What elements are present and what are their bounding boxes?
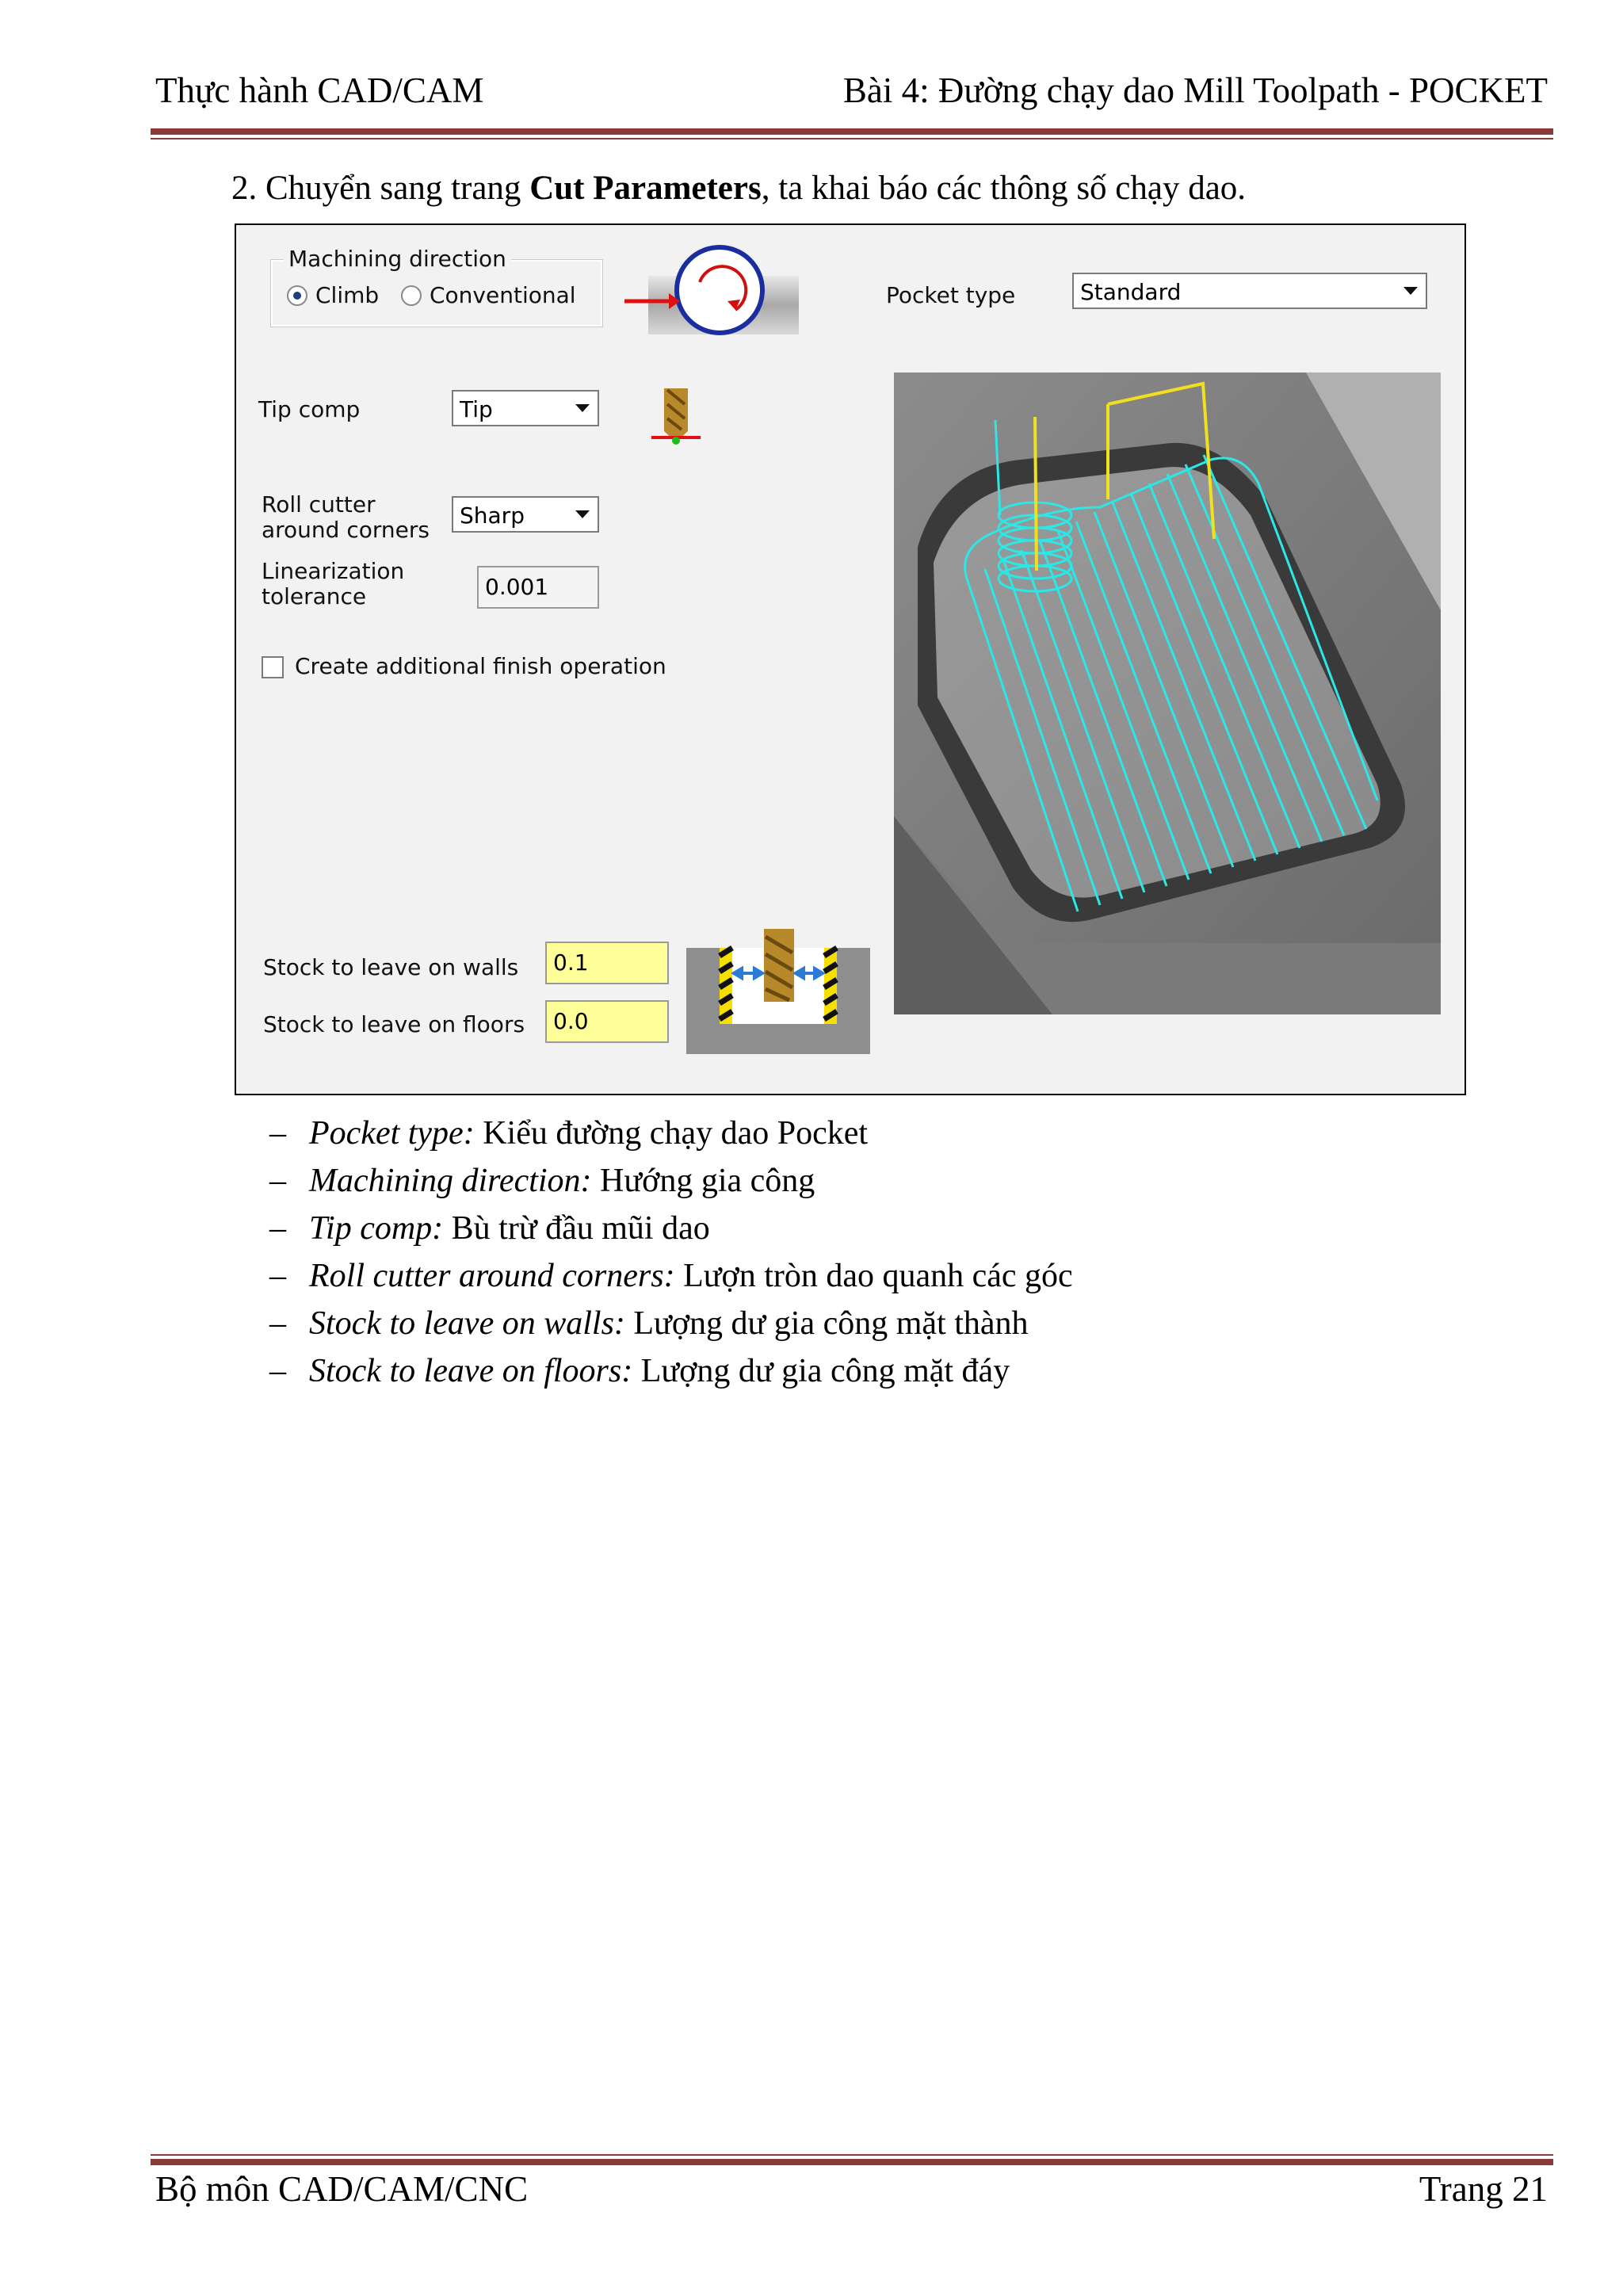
chevron-down-icon (575, 510, 590, 518)
linearization-label-1: Linearization (262, 558, 405, 584)
conventional-radio[interactable] (401, 285, 422, 306)
list-item-term: Roll cutter around corners: (309, 1258, 675, 1294)
header-right: Bài 4: Đường chạy dao Mill Toolpath - POCKET (842, 71, 1548, 110)
list-item: – Stock to leave on floors: Lượng dư gia công mặt đáy (269, 1353, 1010, 1389)
climb-radio[interactable] (287, 285, 307, 306)
footer-left: Bộ môn CAD/CAM/CNC (155, 2169, 529, 2209)
tool-tip-icon (650, 385, 702, 447)
list-item-desc: Kiểu đường chạy dao Pocket (474, 1115, 869, 1152)
list-item-desc: Lượng dư gia công mặt thành (624, 1305, 1029, 1342)
list-item: – Pocket type: Kiểu đường chạy dao Pocket (269, 1115, 869, 1152)
tip-comp-select[interactable] (452, 390, 599, 426)
roll-cutter-label-1: Roll cutter (262, 491, 376, 518)
header-rule-thin (151, 138, 1553, 139)
chevron-down-icon (1403, 287, 1418, 295)
header-rule (151, 128, 1553, 135)
list-item-desc: Lượng dư gia công mặt đáy (632, 1353, 1010, 1389)
pocket-type-label: Pocket type (886, 282, 1016, 308)
header-left: Thực hành CAD/CAM (155, 71, 484, 110)
stock-walls-label: Stock to leave on walls (263, 954, 519, 980)
machining-direction-legend: Machining direction (284, 246, 511, 272)
list-item: – Tip comp: Bù trừ đầu mũi dao (269, 1210, 710, 1247)
conventional-label: Conventional (430, 282, 576, 308)
list-item: – Roll cutter around corners: Lượn tròn dao quanh các góc (269, 1258, 1073, 1294)
finish-operation-label: Create additional finish operation (295, 653, 666, 679)
linearization-label-2: tolerance (262, 583, 367, 609)
roll-cutter-value: Sharp (460, 502, 525, 529)
cut-parameters-dialog (235, 223, 1466, 1095)
list-item-desc: Lượn tròn dao quanh các góc (674, 1258, 1073, 1294)
page-number: Trang 21 (1419, 2169, 1548, 2209)
footer-rule (151, 2159, 1553, 2165)
footer-rule-thin (151, 2154, 1553, 2156)
list-item: – Stock to leave on walls: Lượng dư gia công mặt thành (269, 1305, 1029, 1342)
list-item-desc: Bù trừ đầu mũi dao (443, 1210, 710, 1247)
stock-floors-label: Stock to leave on floors (263, 1011, 525, 1037)
tip-comp-label: Tip comp (258, 396, 361, 422)
roll-cutter-select[interactable] (452, 496, 599, 533)
finish-operation-checkbox[interactable] (262, 656, 284, 678)
step-number: 2. (231, 170, 258, 207)
step-suffix: , ta khai báo các thông số chạy dao. (761, 170, 1247, 207)
stock-walls-input[interactable]: 0.1 (545, 942, 669, 984)
parameter-descriptions (269, 1110, 1073, 1395)
pocket-toolpath-preview (894, 372, 1441, 1014)
pocket-type-value: Standard (1080, 279, 1182, 305)
step-bold: Cut Parameters (529, 170, 762, 207)
list-item-term: Stock to leave on walls: (309, 1305, 625, 1342)
stock-to-leave-illustration (686, 929, 870, 1054)
chevron-down-icon (575, 404, 590, 412)
climb-direction-illustration (624, 243, 799, 338)
pocket-type-select[interactable] (1072, 273, 1427, 309)
list-item-term: Machining direction: (309, 1163, 592, 1199)
tip-comp-value: Tip (460, 396, 493, 422)
step-instruction (231, 168, 1246, 209)
list-item-term: Tip comp: (309, 1210, 444, 1247)
roll-cutter-label-2: around corners (262, 517, 430, 543)
linearization-tolerance-input[interactable]: 0.001 (477, 566, 599, 609)
list-item-term: Pocket type: (309, 1115, 475, 1152)
stock-floors-input[interactable]: 0.0 (545, 1000, 669, 1043)
list-item-desc: Hướng gia công (591, 1163, 815, 1199)
step-prefix: Chuyển sang trang (265, 170, 530, 207)
list-item: – Machining direction: Hướng gia công (269, 1163, 815, 1199)
climb-label: Climb (315, 282, 380, 308)
list-item-term: Stock to leave on floors: (309, 1353, 633, 1389)
